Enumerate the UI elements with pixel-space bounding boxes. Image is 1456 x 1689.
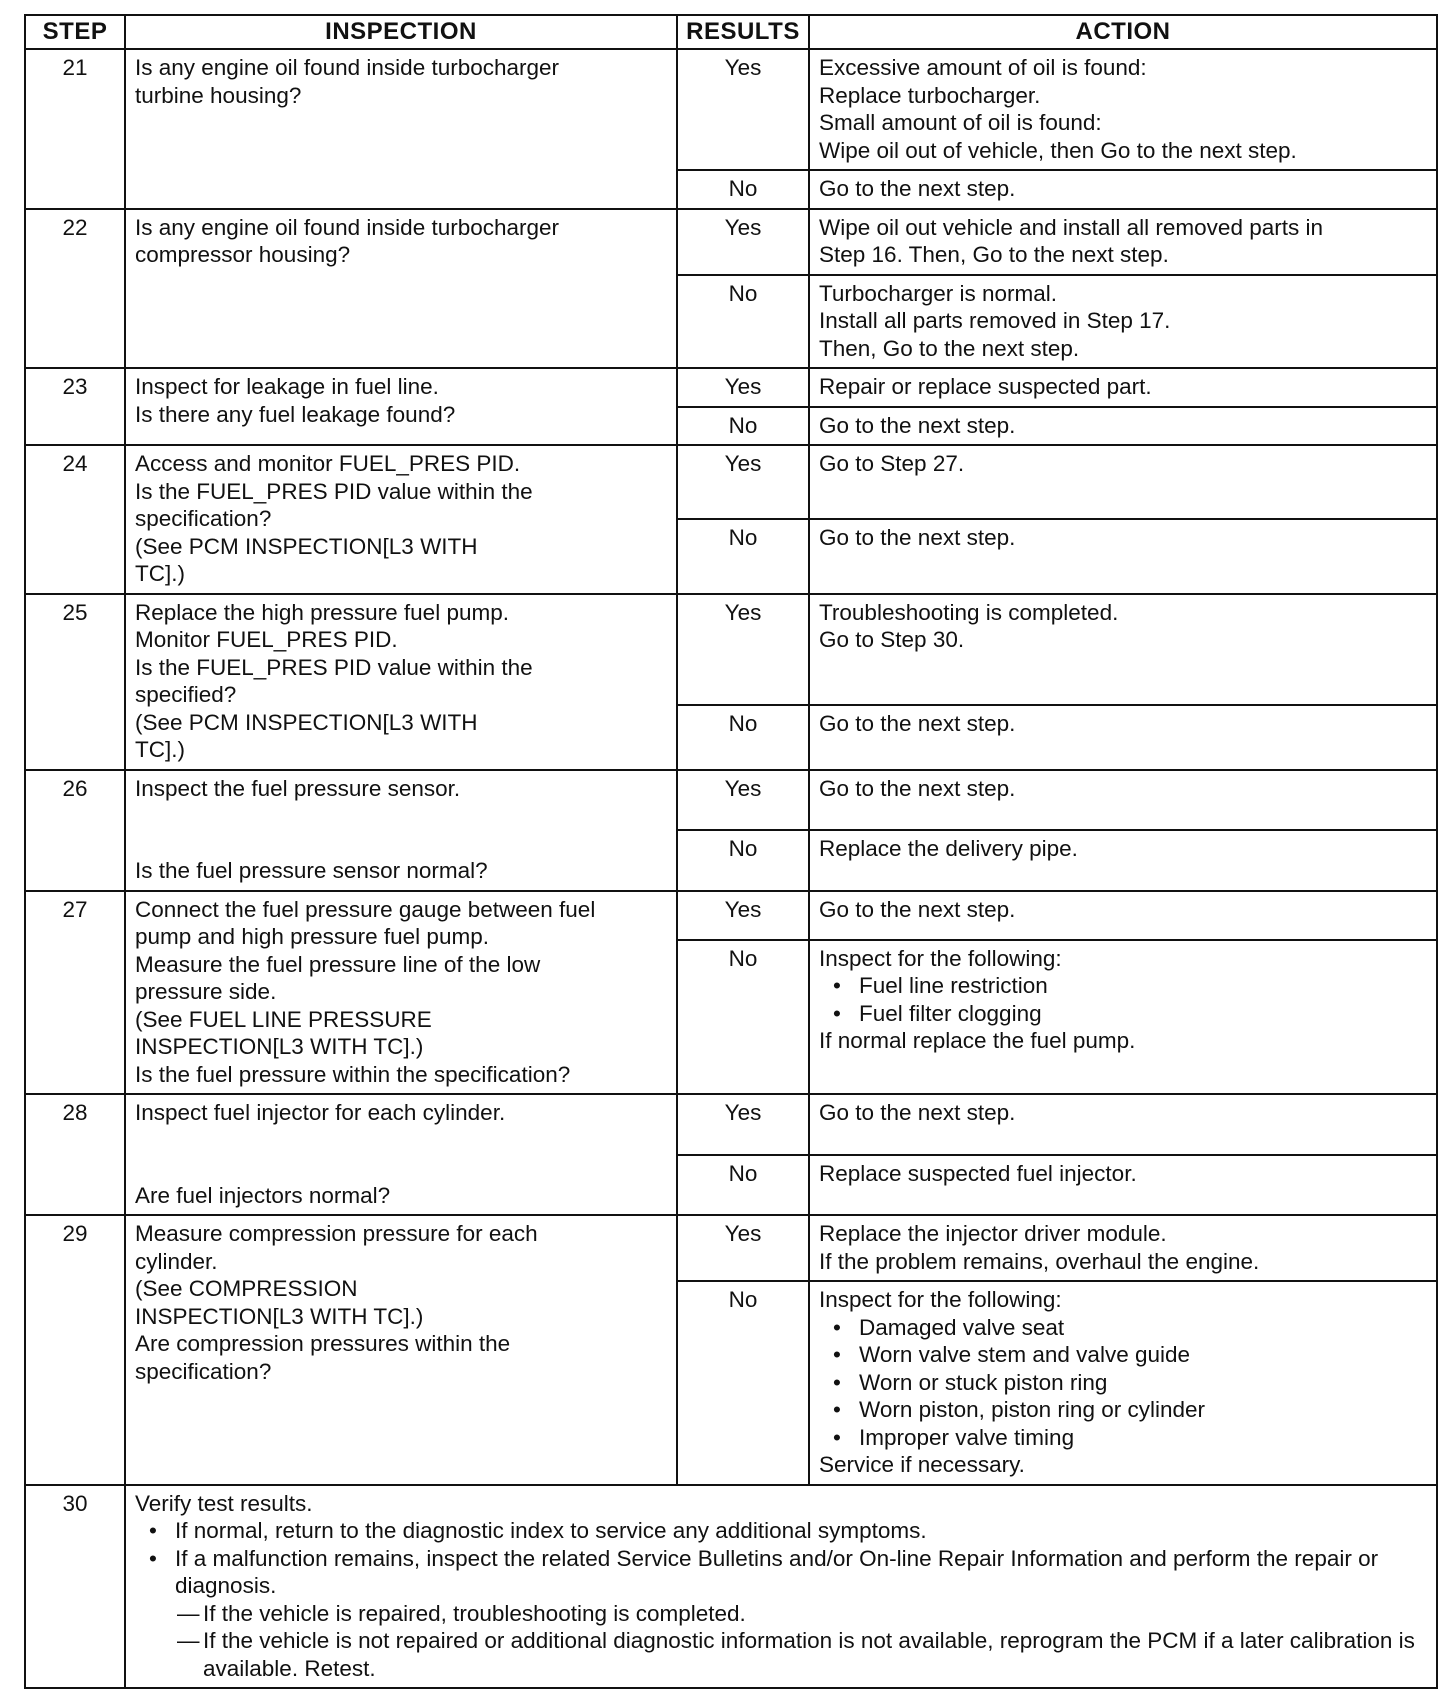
inspection-line: (See FUEL LINE PRESSURE — [135, 1006, 432, 1032]
action-cell — [809, 891, 1437, 940]
inspection-cell — [125, 770, 677, 891]
inspection-line: Inspect for leakage in fuel line. — [135, 374, 439, 399]
verify-intro: Verify test results. — [135, 1490, 313, 1516]
table-row — [25, 445, 1437, 519]
action-cell — [809, 594, 1437, 705]
action-line: Go to the next step. — [819, 1100, 1016, 1125]
inspection-line: specified? — [135, 682, 237, 707]
step-number: 23 — [25, 368, 125, 445]
step-number: 21 — [25, 49, 125, 209]
action-cell — [809, 705, 1437, 770]
inspection-line: Connect the fuel pressure gauge between fuel — [135, 896, 596, 922]
action-line: Go to Step 30. — [819, 627, 965, 652]
action-line: Inspect for the following: — [819, 1287, 1062, 1312]
inspection-line: Is the fuel pressure within the specification? — [135, 1061, 571, 1087]
bullet-item: • Worn or stuck piston ring — [819, 1369, 1428, 1397]
header-action: ACTION — [809, 15, 1437, 49]
table-row — [25, 594, 1437, 705]
result-yes: Yes — [677, 1094, 809, 1155]
action-line: Step 16. Then, Go to the next step. — [819, 242, 1169, 267]
inspection-line: Is the FUEL_PRES PID value within the — [135, 654, 533, 680]
action-line: Then, Go to the next step. — [819, 335, 1080, 361]
table-row — [25, 770, 1437, 831]
action-line: Small amount of oil is found: — [819, 110, 1102, 135]
step-number: 25 — [25, 594, 125, 770]
inspection-line: Is the fuel pressure sensor normal? — [135, 858, 488, 883]
inspection-line: Monitor FUEL_PRES PID. — [135, 627, 398, 652]
step-number: 22 — [25, 209, 125, 369]
result-no: No — [677, 519, 809, 593]
action-line: Inspect for the following: — [819, 945, 1062, 971]
action-line: Replace the injector driver module. — [819, 1221, 1167, 1246]
result-yes: Yes — [677, 891, 809, 940]
troubleshooting-table — [24, 14, 1438, 1689]
action-line: Go to the next step. — [819, 176, 1016, 201]
action-line: Wipe oil out vehicle and install all removed parts in — [819, 214, 1323, 240]
inspection-line: Measure the fuel pressure line of the low — [135, 951, 541, 977]
bullet-item: • Worn piston, piston ring or cylinder — [819, 1396, 1428, 1424]
step-number: 24 — [25, 445, 125, 594]
table-row — [25, 1215, 1437, 1281]
action-line: Go to the next step. — [819, 412, 1016, 438]
result-yes: Yes — [677, 770, 809, 831]
step-number: 26 — [25, 770, 125, 891]
table-row — [25, 891, 1437, 940]
dash-item: — If the vehicle is not repaired or additional diagnostic information is not available, reprogram the PCM if a later calibration is available. Retest. — [135, 1627, 1428, 1682]
action-line: Turbocharger is normal. — [819, 280, 1058, 306]
inspection-line: Is any engine oil found inside turbocharger — [135, 55, 560, 80]
inspection-line: INSPECTION[L3 WITH TC].) — [135, 1034, 424, 1059]
inspection-line: INSPECTION[L3 WITH TC].) — [135, 1303, 424, 1329]
action-line: Replace suspected fuel injector. — [819, 1160, 1137, 1186]
inspection-line: Access and monitor FUEL_PRES PID. — [135, 451, 521, 476]
header-row — [25, 15, 1437, 49]
inspection-cell — [125, 368, 677, 445]
action-cell — [809, 1281, 1437, 1485]
inspection-line: specification? — [135, 506, 272, 531]
result-yes: Yes — [677, 1215, 809, 1281]
action-cell — [809, 519, 1437, 593]
bullet-item: • If a malfunction remains, inspect the related Service Bulletins and/or On-line Repair Information and perform the repair or diagnosis. — [135, 1545, 1428, 1600]
result-yes: Yes — [677, 445, 809, 519]
action-cell — [809, 445, 1437, 519]
inspection-line: pressure side. — [135, 979, 277, 1004]
action-line: Go to the next step. — [819, 775, 1016, 801]
inspection-line: specification? — [135, 1358, 272, 1384]
action-line: Go to Step 27. — [819, 451, 965, 476]
inspection-line: cylinder. — [135, 1248, 218, 1274]
inspection-cell — [125, 1094, 677, 1215]
inspection-cell — [125, 49, 677, 209]
action-line: Excessive amount of oil is found: — [819, 55, 1147, 80]
inspection-line: Replace the high pressure fuel pump. — [135, 599, 509, 625]
inspection-line: Is the FUEL_PRES PID value within the — [135, 478, 533, 504]
action-line: Service if necessary. — [819, 1452, 1025, 1477]
result-no: No — [677, 1155, 809, 1216]
result-no: No — [677, 275, 809, 369]
step-number: 30 — [25, 1485, 125, 1689]
bullet-item: • If normal, return to the diagnostic index to service any additional symptoms. — [135, 1517, 1428, 1545]
action-line: Wipe oil out of vehicle, then Go to the next step. — [819, 137, 1297, 163]
inspection-cell — [125, 891, 677, 1095]
result-no: No — [677, 940, 809, 1094]
dash-item: — If the vehicle is repaired, troubleshooting is completed. — [135, 1600, 1428, 1628]
inspection-line: compressor housing? — [135, 242, 351, 267]
action-line: If the problem remains, overhaul the engine. — [819, 1248, 1260, 1274]
table-row — [25, 368, 1437, 407]
inspection-cell — [125, 594, 677, 770]
action-line: Go to the next step. — [819, 525, 1016, 551]
action-cell — [809, 368, 1437, 407]
result-no: No — [677, 830, 809, 891]
inspection-line: TC].) — [135, 561, 185, 586]
bullet-item: • Improper valve timing — [819, 1424, 1428, 1452]
table-row — [25, 49, 1437, 170]
step-number: 27 — [25, 891, 125, 1095]
inspection-line: (See PCM INSPECTION[L3 WITH — [135, 709, 478, 735]
result-yes: Yes — [677, 368, 809, 407]
header-results: RESULTS — [677, 15, 809, 49]
inspection-line: Inspect the fuel pressure sensor. — [135, 775, 461, 801]
action-cell — [809, 209, 1437, 275]
verify-cell — [125, 1485, 1437, 1689]
header-inspection: INSPECTION — [125, 15, 677, 49]
table-row — [25, 209, 1437, 275]
step-number: 28 — [25, 1094, 125, 1215]
bullet-item: • Damaged valve seat — [819, 1314, 1428, 1342]
result-no: No — [677, 407, 809, 446]
action-cell — [809, 770, 1437, 831]
inspection-line: (See PCM INSPECTION[L3 WITH — [135, 533, 478, 559]
action-line: Go to the next step. — [819, 710, 1016, 736]
action-cell — [809, 275, 1437, 369]
action-cell — [809, 830, 1437, 891]
result-no: No — [677, 170, 809, 209]
table-row — [25, 1485, 1437, 1689]
inspection-cell — [125, 209, 677, 369]
action-cell — [809, 1215, 1437, 1281]
bullet-item: • Fuel line restriction — [819, 972, 1428, 1000]
inspection-line: Measure compression pressure for each — [135, 1221, 538, 1246]
action-line: Repair or replace suspected part. — [819, 374, 1152, 399]
inspection-cell — [125, 1215, 677, 1485]
action-line: Replace turbocharger. — [819, 82, 1041, 108]
header-step: STEP — [25, 15, 125, 49]
inspection-line: Inspect fuel injector for each cylinder. — [135, 1100, 506, 1125]
table-row — [25, 1094, 1437, 1155]
inspection-line: Is there any fuel leakage found? — [135, 401, 456, 427]
action-line: Install all parts removed in Step 17. — [819, 308, 1171, 333]
action-cell — [809, 1155, 1437, 1216]
action-cell — [809, 49, 1437, 170]
step-number: 29 — [25, 1215, 125, 1485]
inspection-line: Are compression pressures within the — [135, 1331, 511, 1356]
inspection-cell — [125, 445, 677, 594]
inspection-line: turbine housing? — [135, 82, 302, 108]
inspection-line: pump and high pressure fuel pump. — [135, 924, 489, 949]
action-cell — [809, 1094, 1437, 1155]
action-line: Go to the next step. — [819, 896, 1016, 922]
result-no: No — [677, 1281, 809, 1485]
result-yes: Yes — [677, 49, 809, 170]
action-cell — [809, 407, 1437, 446]
result-yes: Yes — [677, 209, 809, 275]
action-cell — [809, 170, 1437, 209]
action-line: Replace the delivery pipe. — [819, 836, 1078, 861]
bullet-item: • Worn valve stem and valve guide — [819, 1341, 1428, 1369]
action-cell — [809, 940, 1437, 1094]
action-line: Troubleshooting is completed. — [819, 599, 1119, 625]
bullet-item: • Fuel filter clogging — [819, 1000, 1428, 1028]
inspection-line: Is any engine oil found inside turbocharger — [135, 214, 560, 240]
result-yes: Yes — [677, 594, 809, 705]
action-line: If normal replace the fuel pump. — [819, 1028, 1136, 1054]
inspection-line: TC].) — [135, 737, 185, 762]
inspection-line: (See COMPRESSION — [135, 1276, 358, 1301]
result-no: No — [677, 705, 809, 770]
diagnostic-procedure — [24, 14, 1436, 1689]
inspection-line: Are fuel injectors normal? — [135, 1182, 391, 1208]
